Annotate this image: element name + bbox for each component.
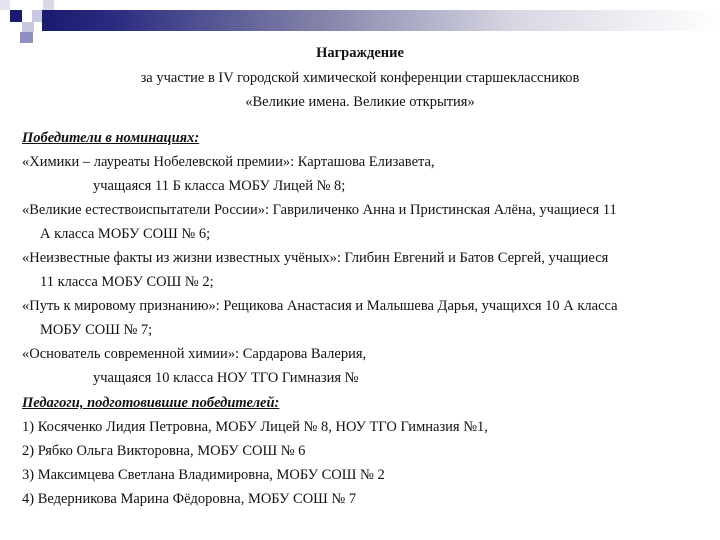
winner-line: 11 класса МОБУ СОШ № 2; — [40, 274, 214, 290]
winner-line: «Путь к мировому признанию»: Рещикова Анастасия и Малышева Дарья, учащихся 10 А класса — [22, 298, 618, 314]
winner-line: «Химики – лауреаты Нобелевской премии»: Карташова Елизавета, — [22, 154, 435, 170]
teacher-line: 4) Ведерникова Марина Фёдоровна, МОБУ СОШ № 7 — [22, 491, 357, 507]
header-gradient-bar — [42, 10, 720, 31]
teacher-line: 3) Максимцева Светлана Владимировна, МОБУ СОШ № 2 — [22, 467, 385, 483]
winner-line: «Великие естествоиспытатели России»: Гавриличенко Анна и Пристинская Алёна, учащиеся 11 — [22, 202, 617, 218]
title-heading: Награждение — [316, 45, 404, 61]
winner-line: учащаяся 11 Б класса МОБУ Лицей № 8; — [93, 178, 346, 194]
title-line-3: «Великие имена. Великие открытия» — [245, 94, 475, 110]
title-line-2: за участие в IV городской химической конференции старшеклассников — [140, 70, 580, 86]
winner-line: А класса МОБУ СОШ № 6; — [40, 226, 211, 242]
winner-line: учащаяся 10 класса НОУ ТГО Гимназия № — [93, 370, 359, 386]
teachers-heading: Педагоги, подготовившие победителей: — [22, 395, 280, 411]
winner-line: «Основатель современной химии»: Сардарова Валерия, — [22, 346, 367, 362]
winner-line: «Неизвестные факты из жизни известных учёных»: Глибин Евгений и Батов Сергей, учащиеся — [22, 250, 609, 266]
winners-heading: Победители в номинациях: — [22, 130, 200, 146]
winner-line: МОБУ СОШ № 7; — [40, 322, 153, 338]
teacher-line: 1) Косяченко Лидия Петровна, МОБУ Лицей № 8, НОУ ТГО Гимназия №1, — [22, 419, 488, 435]
teacher-line: 2) Рябко Ольга Викторовна, МОБУ СОШ № 6 — [22, 443, 306, 459]
